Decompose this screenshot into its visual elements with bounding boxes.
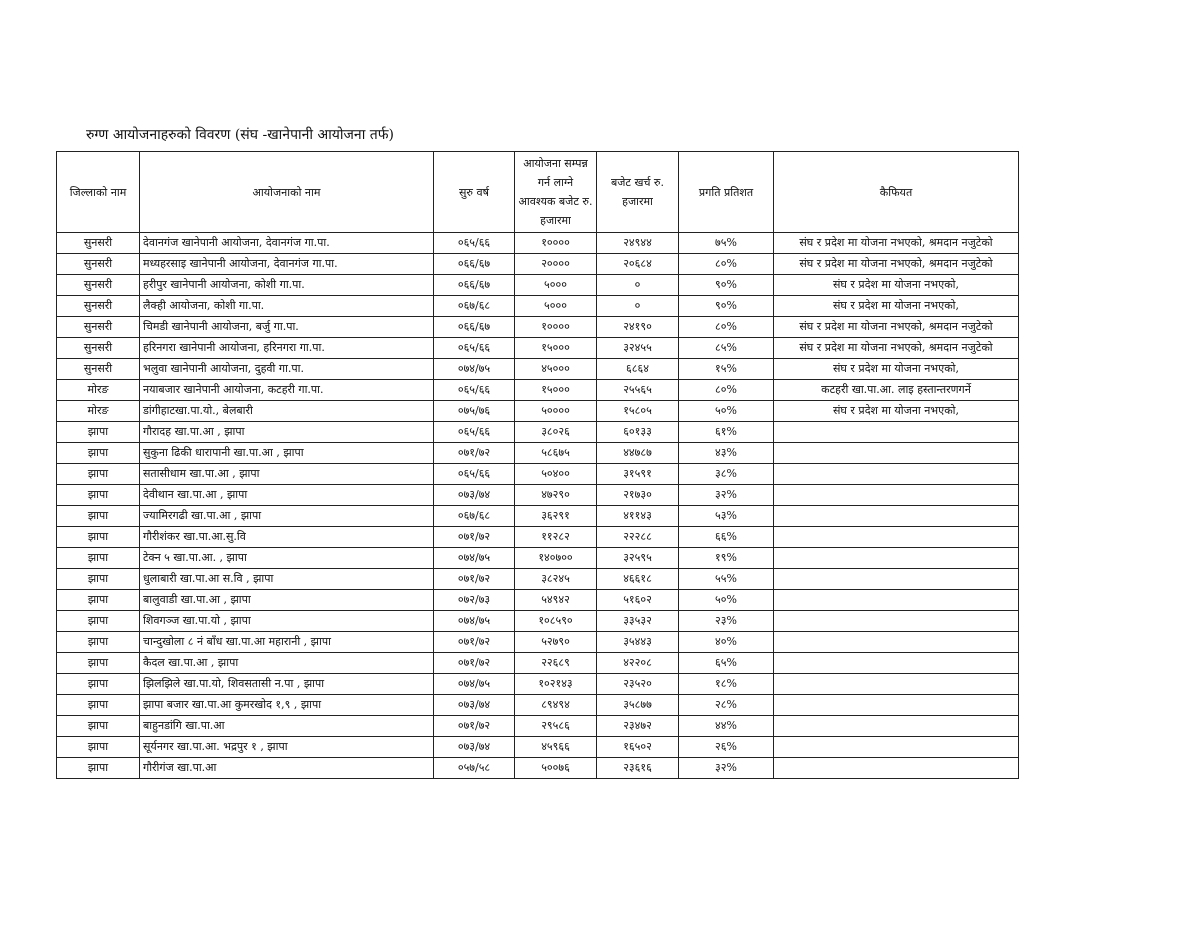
cell-start-year: ०७४/७५	[434, 359, 515, 380]
cell-progress: ८०%	[679, 380, 774, 401]
cell-project-name: कैदल खा.पा.आ , झापा	[140, 653, 434, 674]
cell-spent-budget: ४४७८७	[597, 443, 679, 464]
cell-start-year: ०७५/७६	[434, 401, 515, 422]
cell-spent-budget: २४९४४	[597, 233, 679, 254]
cell-district: झापा	[57, 422, 140, 443]
cell-start-year: ०७४/७५	[434, 611, 515, 632]
table-row	[57, 338, 1019, 359]
cell-progress: ३८%	[679, 464, 774, 485]
header-district: जिल्लाको नाम	[57, 152, 140, 233]
cell-progress: ६१%	[679, 422, 774, 443]
table-row	[57, 359, 1019, 380]
cell-spent-budget: ०	[597, 275, 679, 296]
cell-required-budget: १०८५९०	[515, 611, 597, 632]
cell-spent-budget: २५५६५	[597, 380, 679, 401]
table-row	[57, 653, 1019, 674]
cell-project-name: देवानगंज खानेपानी आयोजना, देवानगंज गा.पा.	[140, 233, 434, 254]
cell-required-budget: १५०००	[515, 380, 597, 401]
cell-progress: २६%	[679, 737, 774, 758]
header-progress: प्रगति प्रतिशत	[679, 152, 774, 233]
cell-start-year: ०६६/६७	[434, 317, 515, 338]
cell-progress: १९%	[679, 548, 774, 569]
cell-spent-budget: ५१६०२	[597, 590, 679, 611]
cell-project-name: झिलझिले खा.पा.यो, शिवसतासी न.पा , झापा	[140, 674, 434, 695]
cell-project-name: बालुवाडी खा.पा.आ , झापा	[140, 590, 434, 611]
cell-project-name: गौरीशंकर खा.पा.आ.सु.वि	[140, 527, 434, 548]
table-row	[57, 485, 1019, 506]
cell-district: सुनसरी	[57, 233, 140, 254]
cell-start-year: ०६५/६६	[434, 422, 515, 443]
cell-start-year: ०७४/७५	[434, 674, 515, 695]
cell-required-budget: ५०००	[515, 296, 597, 317]
cell-remarks	[774, 443, 1019, 464]
cell-required-budget: ४५०००	[515, 359, 597, 380]
cell-project-name: झापा बजार खा.पा.आ कुमरखोद १,९ , झापा	[140, 695, 434, 716]
cell-remarks: संघ र प्रदेश मा योजना नभएको,	[774, 359, 1019, 380]
cell-district: झापा	[57, 548, 140, 569]
cell-spent-budget: २३६१६	[597, 758, 679, 779]
cell-spent-budget: ६८६४	[597, 359, 679, 380]
cell-start-year: ०६५/६६	[434, 338, 515, 359]
cell-progress: ५५%	[679, 569, 774, 590]
table-row	[57, 464, 1019, 485]
cell-start-year: ०७१/७२	[434, 443, 515, 464]
cell-progress: ७५%	[679, 233, 774, 254]
cell-progress: २८%	[679, 695, 774, 716]
cell-start-year: ०६५/६६	[434, 380, 515, 401]
cell-spent-budget: ३२४५५	[597, 338, 679, 359]
cell-remarks	[774, 716, 1019, 737]
table-row	[57, 632, 1019, 653]
cell-progress: ६५%	[679, 653, 774, 674]
table-row	[57, 401, 1019, 422]
cell-district: झापा	[57, 506, 140, 527]
cell-remarks	[774, 590, 1019, 611]
projects-table	[56, 151, 1019, 779]
cell-start-year: ०७२/७३	[434, 590, 515, 611]
cell-remarks	[774, 548, 1019, 569]
cell-district: मोरङ	[57, 380, 140, 401]
cell-district: झापा	[57, 674, 140, 695]
cell-spent-budget: ४२२०८	[597, 653, 679, 674]
cell-start-year: ०७३/७४	[434, 737, 515, 758]
cell-project-name: ज्यामिरगढी खा.पा.आ , झापा	[140, 506, 434, 527]
cell-spent-budget: २४१९०	[597, 317, 679, 338]
cell-start-year: ०७४/७५	[434, 548, 515, 569]
cell-project-name: बाहुनडांगि खा.पा.आ	[140, 716, 434, 737]
cell-progress: ८५%	[679, 338, 774, 359]
cell-start-year: ०६६/६७	[434, 275, 515, 296]
cell-spent-budget: ४६६१८	[597, 569, 679, 590]
cell-required-budget: २९५८६	[515, 716, 597, 737]
header-spent-budget: बजेट खर्च रु. हजारमा	[597, 152, 679, 233]
cell-start-year: ०७१/७२	[434, 716, 515, 737]
table-row	[57, 716, 1019, 737]
cell-start-year: ०६७/६८	[434, 296, 515, 317]
table-row	[57, 737, 1019, 758]
table-row	[57, 590, 1019, 611]
table-row	[57, 275, 1019, 296]
table-row	[57, 611, 1019, 632]
cell-district: झापा	[57, 653, 140, 674]
cell-progress: ५०%	[679, 590, 774, 611]
cell-progress: ९०%	[679, 275, 774, 296]
cell-start-year: ०७१/७२	[434, 569, 515, 590]
cell-remarks	[774, 485, 1019, 506]
table-row	[57, 695, 1019, 716]
cell-remarks	[774, 758, 1019, 779]
cell-remarks: संघ र प्रदेश मा योजना नभएको, श्रमदान नजुटेको	[774, 317, 1019, 338]
cell-required-budget: ५००००	[515, 401, 597, 422]
cell-required-budget: २२६८९	[515, 653, 597, 674]
document-title: रुग्ण आयोजनाहरुको विवरण (संघ -खानेपानी आयोजना तर्फ)	[86, 127, 395, 143]
table-row	[57, 527, 1019, 548]
cell-spent-budget: ३१५९१	[597, 464, 679, 485]
cell-start-year: ०७१/७२	[434, 653, 515, 674]
cell-remarks: संघ र प्रदेश मा योजना नभएको,	[774, 296, 1019, 317]
cell-project-name: हरीपुर खानेपानी आयोजना, कोशी गा.पा.	[140, 275, 434, 296]
cell-district: झापा	[57, 443, 140, 464]
table-row	[57, 674, 1019, 695]
cell-project-name: हरिनगरा खानेपानी आयोजना, हरिनगरा गा.पा.	[140, 338, 434, 359]
table-body	[57, 233, 1019, 779]
cell-project-name: लैक्ही आयोजना, कोशी गा.पा.	[140, 296, 434, 317]
cell-district: झापा	[57, 569, 140, 590]
cell-remarks: संघ र प्रदेश मा योजना नभएको, श्रमदान नजुटेको	[774, 233, 1019, 254]
table-header-row	[57, 152, 1019, 233]
table-row	[57, 380, 1019, 401]
cell-district: सुनसरी	[57, 275, 140, 296]
cell-required-budget: १५०००	[515, 338, 597, 359]
cell-spent-budget: १५८०५	[597, 401, 679, 422]
cell-spent-budget: ३५४४३	[597, 632, 679, 653]
cell-progress: ६६%	[679, 527, 774, 548]
cell-progress: ४०%	[679, 632, 774, 653]
cell-progress: ३२%	[679, 758, 774, 779]
cell-start-year: ०७३/७४	[434, 485, 515, 506]
cell-remarks: संघ र प्रदेश मा योजना नभएको, श्रमदान नजुटेको	[774, 338, 1019, 359]
cell-district: सुनसरी	[57, 296, 140, 317]
cell-start-year: ०७३/७४	[434, 695, 515, 716]
cell-progress: ४३%	[679, 443, 774, 464]
cell-remarks	[774, 527, 1019, 548]
cell-project-name: गौरादह खा.पा.आ , झापा	[140, 422, 434, 443]
cell-project-name: डांगीहाटखा.पा.यो., बेलबारी	[140, 401, 434, 422]
cell-remarks	[774, 632, 1019, 653]
cell-progress: ८०%	[679, 317, 774, 338]
cell-progress: ३२%	[679, 485, 774, 506]
cell-spent-budget: ४११४३	[597, 506, 679, 527]
cell-progress: ९०%	[679, 296, 774, 317]
cell-district: झापा	[57, 632, 140, 653]
cell-remarks	[774, 674, 1019, 695]
cell-spent-budget: ३२५९५	[597, 548, 679, 569]
cell-district: मोरङ	[57, 401, 140, 422]
cell-progress: १८%	[679, 674, 774, 695]
cell-spent-budget: २३५२०	[597, 674, 679, 695]
cell-required-budget: १००००	[515, 317, 597, 338]
cell-district: झापा	[57, 737, 140, 758]
cell-district: झापा	[57, 611, 140, 632]
table-row	[57, 569, 1019, 590]
cell-remarks	[774, 653, 1019, 674]
cell-spent-budget: २०६८४	[597, 254, 679, 275]
cell-required-budget: ५४९४२	[515, 590, 597, 611]
cell-remarks	[774, 422, 1019, 443]
cell-remarks	[774, 464, 1019, 485]
cell-progress: ४४%	[679, 716, 774, 737]
cell-district: झापा	[57, 590, 140, 611]
cell-required-budget: ४५९६६	[515, 737, 597, 758]
table-row	[57, 254, 1019, 275]
cell-required-budget: ५२७९०	[515, 632, 597, 653]
cell-remarks	[774, 737, 1019, 758]
cell-required-budget: ११२८२	[515, 527, 597, 548]
cell-district: सुनसरी	[57, 254, 140, 275]
cell-spent-budget: १६५०२	[597, 737, 679, 758]
header-required-budget: आयोजना सम्पन्न गर्न लाग्ने आवश्यक बजेट रु. हजारमा	[515, 152, 597, 233]
table-row	[57, 506, 1019, 527]
cell-project-name: धुलाबारी खा.पा.आ स.वि , झापा	[140, 569, 434, 590]
cell-project-name: शिवगञ्ज खा.पा.यो , झापा	[140, 611, 434, 632]
cell-spent-budget: २२२८८	[597, 527, 679, 548]
cell-remarks: संघ र प्रदेश मा योजना नभएको,	[774, 401, 1019, 422]
cell-start-year: ०६६/६७	[434, 254, 515, 275]
cell-remarks	[774, 611, 1019, 632]
cell-start-year: ०६५/६६	[434, 233, 515, 254]
cell-required-budget: १०२१४३	[515, 674, 597, 695]
cell-spent-budget: ०	[597, 296, 679, 317]
cell-district: झापा	[57, 758, 140, 779]
cell-project-name: चान्दुखोला ८ नं बाँध खा.पा.आ महारानी , झापा	[140, 632, 434, 653]
cell-project-name: देवीथान खा.पा.आ , झापा	[140, 485, 434, 506]
cell-progress: ५३%	[679, 506, 774, 527]
cell-project-name: भलुवा खानेपानी आयोजना, दुहवी गा.पा.	[140, 359, 434, 380]
cell-required-budget: १४०७००	[515, 548, 597, 569]
cell-required-budget: १००००	[515, 233, 597, 254]
cell-district: सुनसरी	[57, 359, 140, 380]
header-project-name: आयोजनाको नाम	[140, 152, 434, 233]
cell-district: सुनसरी	[57, 338, 140, 359]
cell-start-year: ०७१/७२	[434, 632, 515, 653]
table-row	[57, 422, 1019, 443]
cell-project-name: सतासीधाम खा.पा.आ , झापा	[140, 464, 434, 485]
table-row	[57, 548, 1019, 569]
cell-required-budget: ३६२९१	[515, 506, 597, 527]
cell-spent-budget: ३३५३२	[597, 611, 679, 632]
cell-start-year: ०५७/५८	[434, 758, 515, 779]
cell-spent-budget: ३५८७७	[597, 695, 679, 716]
cell-district: झापा	[57, 695, 140, 716]
cell-project-name: टेक्न ५ खा.पा.आ. , झापा	[140, 548, 434, 569]
cell-spent-budget: २१७३०	[597, 485, 679, 506]
cell-project-name: चिमडी खानेपानी आयोजना, बर्जु गा.पा.	[140, 317, 434, 338]
cell-required-budget: ५००७६	[515, 758, 597, 779]
cell-required-budget: ५०००	[515, 275, 597, 296]
header-start-year: सुरु वर्ष	[434, 152, 515, 233]
cell-district: झापा	[57, 485, 140, 506]
cell-spent-budget: ६०१३३	[597, 422, 679, 443]
cell-remarks	[774, 695, 1019, 716]
cell-required-budget: ५०४००	[515, 464, 597, 485]
cell-project-name: गौरीगंज खा.पा.आ	[140, 758, 434, 779]
table-row	[57, 443, 1019, 464]
cell-project-name: नयाबजार खानेपानी आयोजना, कटहरी गा.पा.	[140, 380, 434, 401]
cell-required-budget: ८९४९४	[515, 695, 597, 716]
cell-project-name: सुकुना ढिकी धारापानी खा.पा.आ , झापा	[140, 443, 434, 464]
cell-remarks: संघ र प्रदेश मा योजना नभएको,	[774, 275, 1019, 296]
cell-district: सुनसरी	[57, 317, 140, 338]
cell-start-year: ०६५/६६	[434, 464, 515, 485]
cell-start-year: ०७१/७२	[434, 527, 515, 548]
cell-remarks	[774, 506, 1019, 527]
cell-required-budget: ३८०२६	[515, 422, 597, 443]
header-remarks: कैफियत	[774, 152, 1019, 233]
cell-remarks: संघ र प्रदेश मा योजना नभएको, श्रमदान नजुटेको	[774, 254, 1019, 275]
cell-progress: २३%	[679, 611, 774, 632]
cell-required-budget: २००००	[515, 254, 597, 275]
cell-progress: ५०%	[679, 401, 774, 422]
table-row	[57, 758, 1019, 779]
table-row	[57, 296, 1019, 317]
table-row	[57, 317, 1019, 338]
cell-remarks: कटहरी खा.पा.आ. लाइ हस्तान्तरणगर्ने	[774, 380, 1019, 401]
cell-project-name: सूर्यनगर खा.पा.आ. भद्रपुर १ , झापा	[140, 737, 434, 758]
cell-progress: १५%	[679, 359, 774, 380]
cell-district: झापा	[57, 716, 140, 737]
table-row	[57, 233, 1019, 254]
cell-project-name: मध्यहरसाइ खानेपानी आयोजना, देवानगंज गा.पा.	[140, 254, 434, 275]
cell-required-budget: ३८२४५	[515, 569, 597, 590]
cell-remarks	[774, 569, 1019, 590]
cell-start-year: ०६७/६८	[434, 506, 515, 527]
cell-required-budget: ४७२९०	[515, 485, 597, 506]
cell-spent-budget: २३४७२	[597, 716, 679, 737]
cell-district: झापा	[57, 464, 140, 485]
cell-required-budget: ५८६७५	[515, 443, 597, 464]
cell-progress: ८०%	[679, 254, 774, 275]
cell-district: झापा	[57, 527, 140, 548]
